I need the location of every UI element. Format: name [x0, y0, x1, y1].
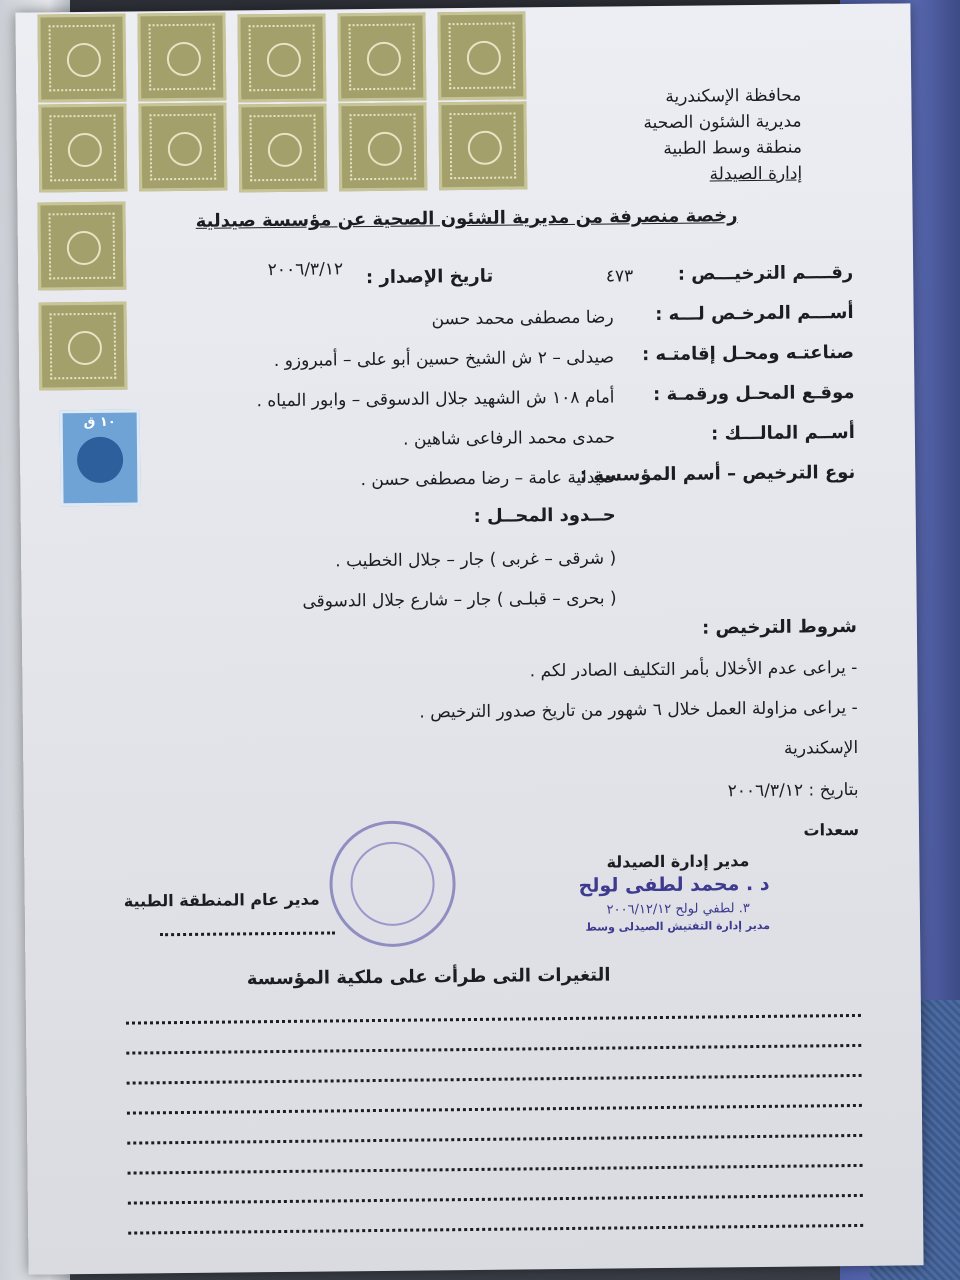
- dotted-line: [126, 1014, 861, 1025]
- pharmacy-director-signature: د . محمد لطفى لولح: [578, 872, 770, 897]
- dotted-line: [128, 1224, 863, 1235]
- license-type-label: نوع الترخيص – أسم المؤسسة :: [579, 461, 856, 486]
- issue-date: ٢٠٠٦/٣/١٢: [267, 259, 344, 281]
- owner-label: أســم المالـــك :: [710, 421, 855, 445]
- fiscal-stamp: [437, 11, 526, 100]
- document-title: رخصة منصرفة من مديرية الشئون الصحية عن مؤسسة صيدلية: [195, 205, 738, 232]
- director-stamp-title: مدير إدارة التفتيش الصيدلى وسط: [585, 918, 771, 934]
- place: الإسكندرية: [783, 737, 859, 759]
- director-stamp-date: ٣. لطفي لولح ٢٠٠٦/١٢/١٢: [606, 901, 750, 918]
- fiscal-stamp: [38, 104, 127, 193]
- bound-east-west: ( شرقى – غربى ) جار – جلال الخطيب .: [335, 548, 617, 572]
- licensee-label: أســـم المرخـص لـــه :: [655, 301, 854, 326]
- pharmacy-director-title: مدير إدارة الصيدلة: [606, 851, 750, 872]
- profession-residence: صيدلى – ٢ ش الشيخ حسين أبو على – أمبروزو .: [273, 347, 615, 372]
- region-director-title: مدير عام المنطقة الطبية: [123, 889, 320, 911]
- header-directorate: مديرية الشئون الصحية: [643, 111, 802, 134]
- dotted-line: [128, 1194, 863, 1205]
- license-document: [15, 3, 923, 1274]
- greeting: سعدات: [803, 819, 860, 840]
- owner-name: حمدى محمد الرفاعى شاهين .: [403, 427, 616, 450]
- fiscal-stamp: [337, 12, 426, 101]
- fiscal-stamp: [37, 202, 126, 291]
- fiscal-stamp: [237, 13, 326, 102]
- shop-location: أمام ١٠٨ ش الشهيد جلال الدسوقى – وابور المياه .: [256, 387, 615, 412]
- fiscal-stamp: [138, 103, 227, 192]
- dotted-line: [127, 1104, 862, 1115]
- license-type: صيدلية عامة – رضا مصطفى حسن .: [360, 467, 616, 491]
- fiscal-stamp: [438, 101, 527, 190]
- licensee-name: رضا مصطفى محمد حسن: [431, 307, 614, 330]
- dotted-line: [127, 1074, 862, 1085]
- conditions-heading: شروط الترخيص :: [701, 615, 857, 639]
- changes-heading: التغيرات التى طرأت على ملكية المؤسسة: [246, 964, 611, 990]
- fiscal-stamp: [37, 14, 126, 103]
- dotted-line: [128, 1164, 863, 1175]
- license-number-label: رقــــم الترخيـــص :: [677, 261, 854, 285]
- emblem-icon: [77, 437, 123, 483]
- official-seal: [329, 820, 456, 947]
- location-label: موقـع المحـل ورقمـة :: [653, 381, 855, 406]
- license-number: ٤٧٣: [605, 266, 634, 287]
- fiscal-stamp: [238, 103, 327, 192]
- header-governorate: محافظة الإسكندرية: [665, 85, 802, 107]
- condition-item: - يراعى عدم الأخلال بأمر التكليف الصادر لكم .: [529, 657, 858, 682]
- revenue-stamp-value: ١٠ ق: [83, 414, 116, 431]
- header-department: إدارة الصيدلة: [709, 163, 803, 185]
- revenue-stamp: [60, 409, 141, 506]
- fiscal-stamp: [338, 102, 427, 191]
- profession-label: صناعتـه ومحـل إقامتـه :: [641, 341, 855, 366]
- dotted-line: [126, 1044, 861, 1055]
- fiscal-stamp: [38, 302, 127, 391]
- fiscal-stamp: [137, 13, 226, 102]
- bound-north-south: ( بحرى – قبلـى ) جار – شارع جلال الدسوقى: [302, 588, 617, 612]
- issue-date-label: تاريخ الإصدار :: [365, 265, 494, 289]
- condition-item: - يراعى مزاولة العمل خلال ٦ شهور من تاريخ صدور الترخيص .: [419, 697, 858, 723]
- header-region: منطقة وسط الطبية: [663, 137, 802, 159]
- dated-line: بتاريخ : ٢٠٠٦/٣/١٢: [727, 779, 859, 802]
- bounds-label: حــدود المحــل :: [473, 504, 616, 527]
- region-director-signature-line: [160, 931, 335, 936]
- dotted-line: [127, 1134, 862, 1145]
